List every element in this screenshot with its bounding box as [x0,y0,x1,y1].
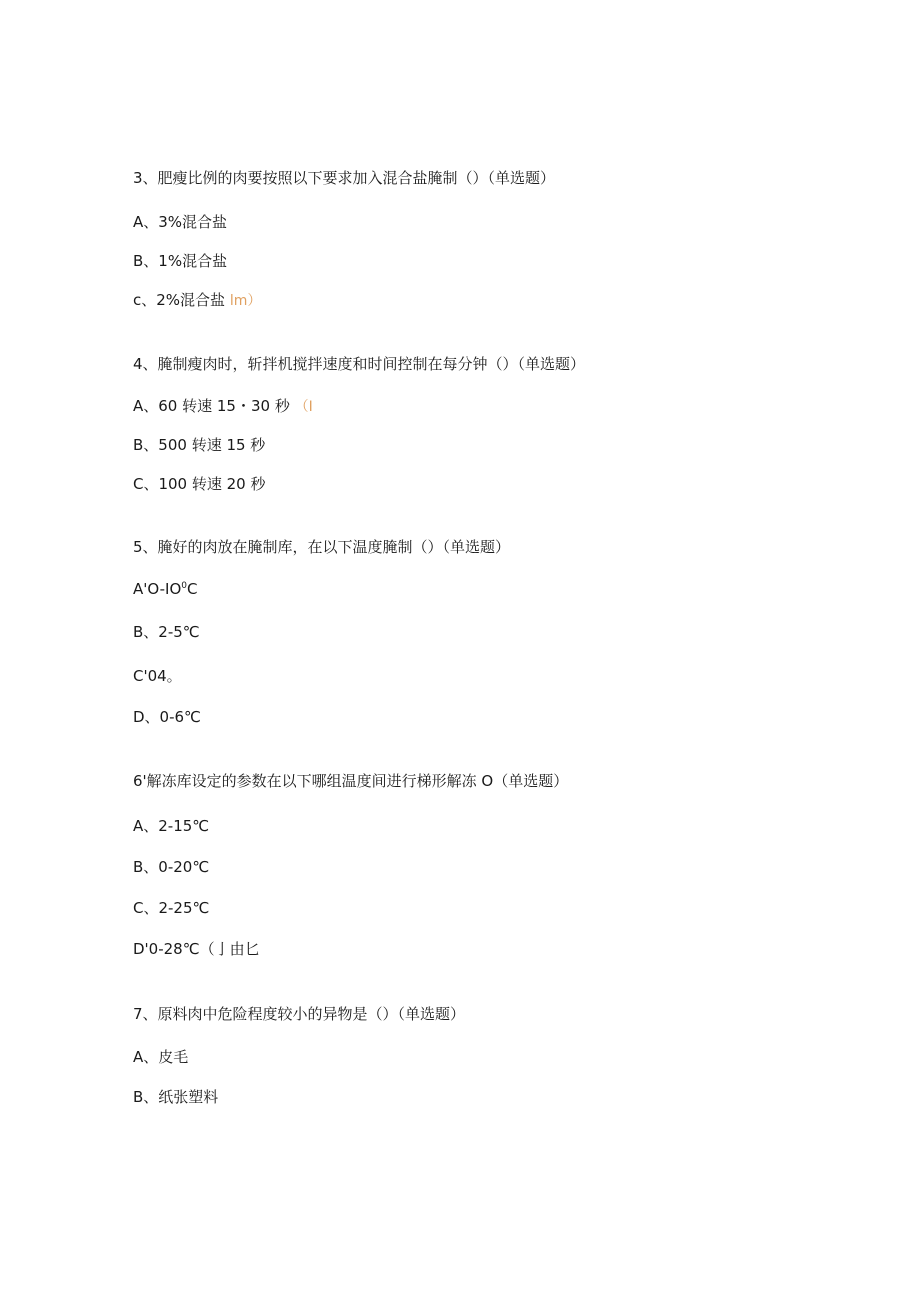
question-7-option-b: B、纸张塑料 [133,1088,219,1106]
handwritten-mark: lm） [229,293,262,309]
question-6-option-a: A、2-15℃ [133,817,210,835]
option-text: A、60 转速 15・30 秒 [133,397,290,415]
question-5-option-b: B、2-5℃ [133,623,200,641]
option-text: c、2%混合盐 [133,291,226,309]
question-6-option-b: B、0-20℃ [133,858,210,876]
question-3-option-a: A、3%混合盐 [133,213,228,231]
option-a-post: C [187,580,198,598]
question-5-text: 5、腌好的肉放在腌制库，在以下温度腌制（）（单选题） [133,538,511,556]
question-3-option-c [133,290,261,311]
question-3-text: 3、肥瘦比例的肉要按照以下要求加入混合盐腌制（）（单选题） [133,169,556,187]
question-6-option-d: D'0-28℃（亅由匕 [133,940,260,958]
question-4-option-b: B、500 转速 15 秒 [133,436,266,454]
question-7-text: 7、原料肉中危险程度较小的异物是（）（单选题） [133,1005,466,1023]
question-4-option-c: C、100 转速 20 秒 [133,475,266,493]
handwritten-mark: （I [294,399,313,415]
question-5-option-d: D、0-6℃ [133,708,201,726]
question-4-option-a [133,396,313,417]
question-5-option-c: C'04。 [133,667,182,685]
question-7-option-a: A、皮毛 [133,1048,189,1066]
question-4-text: 4、腌制瘦肉时，斩拌机搅拌速度和时间控制在每分钟（）（单选题） [133,355,586,373]
question-6-text: 6'解冻库设定的参数在以下哪组温度间进行梯形解冻 O（单选题） [133,772,569,790]
question-3-option-b: B、1%混合盐 [133,252,228,270]
option-a-superscript: 0 [181,581,187,591]
question-5-option-a [133,579,197,599]
question-6-option-c: C、2-25℃ [133,899,210,917]
option-a-pre: A'O-IO [133,580,182,598]
